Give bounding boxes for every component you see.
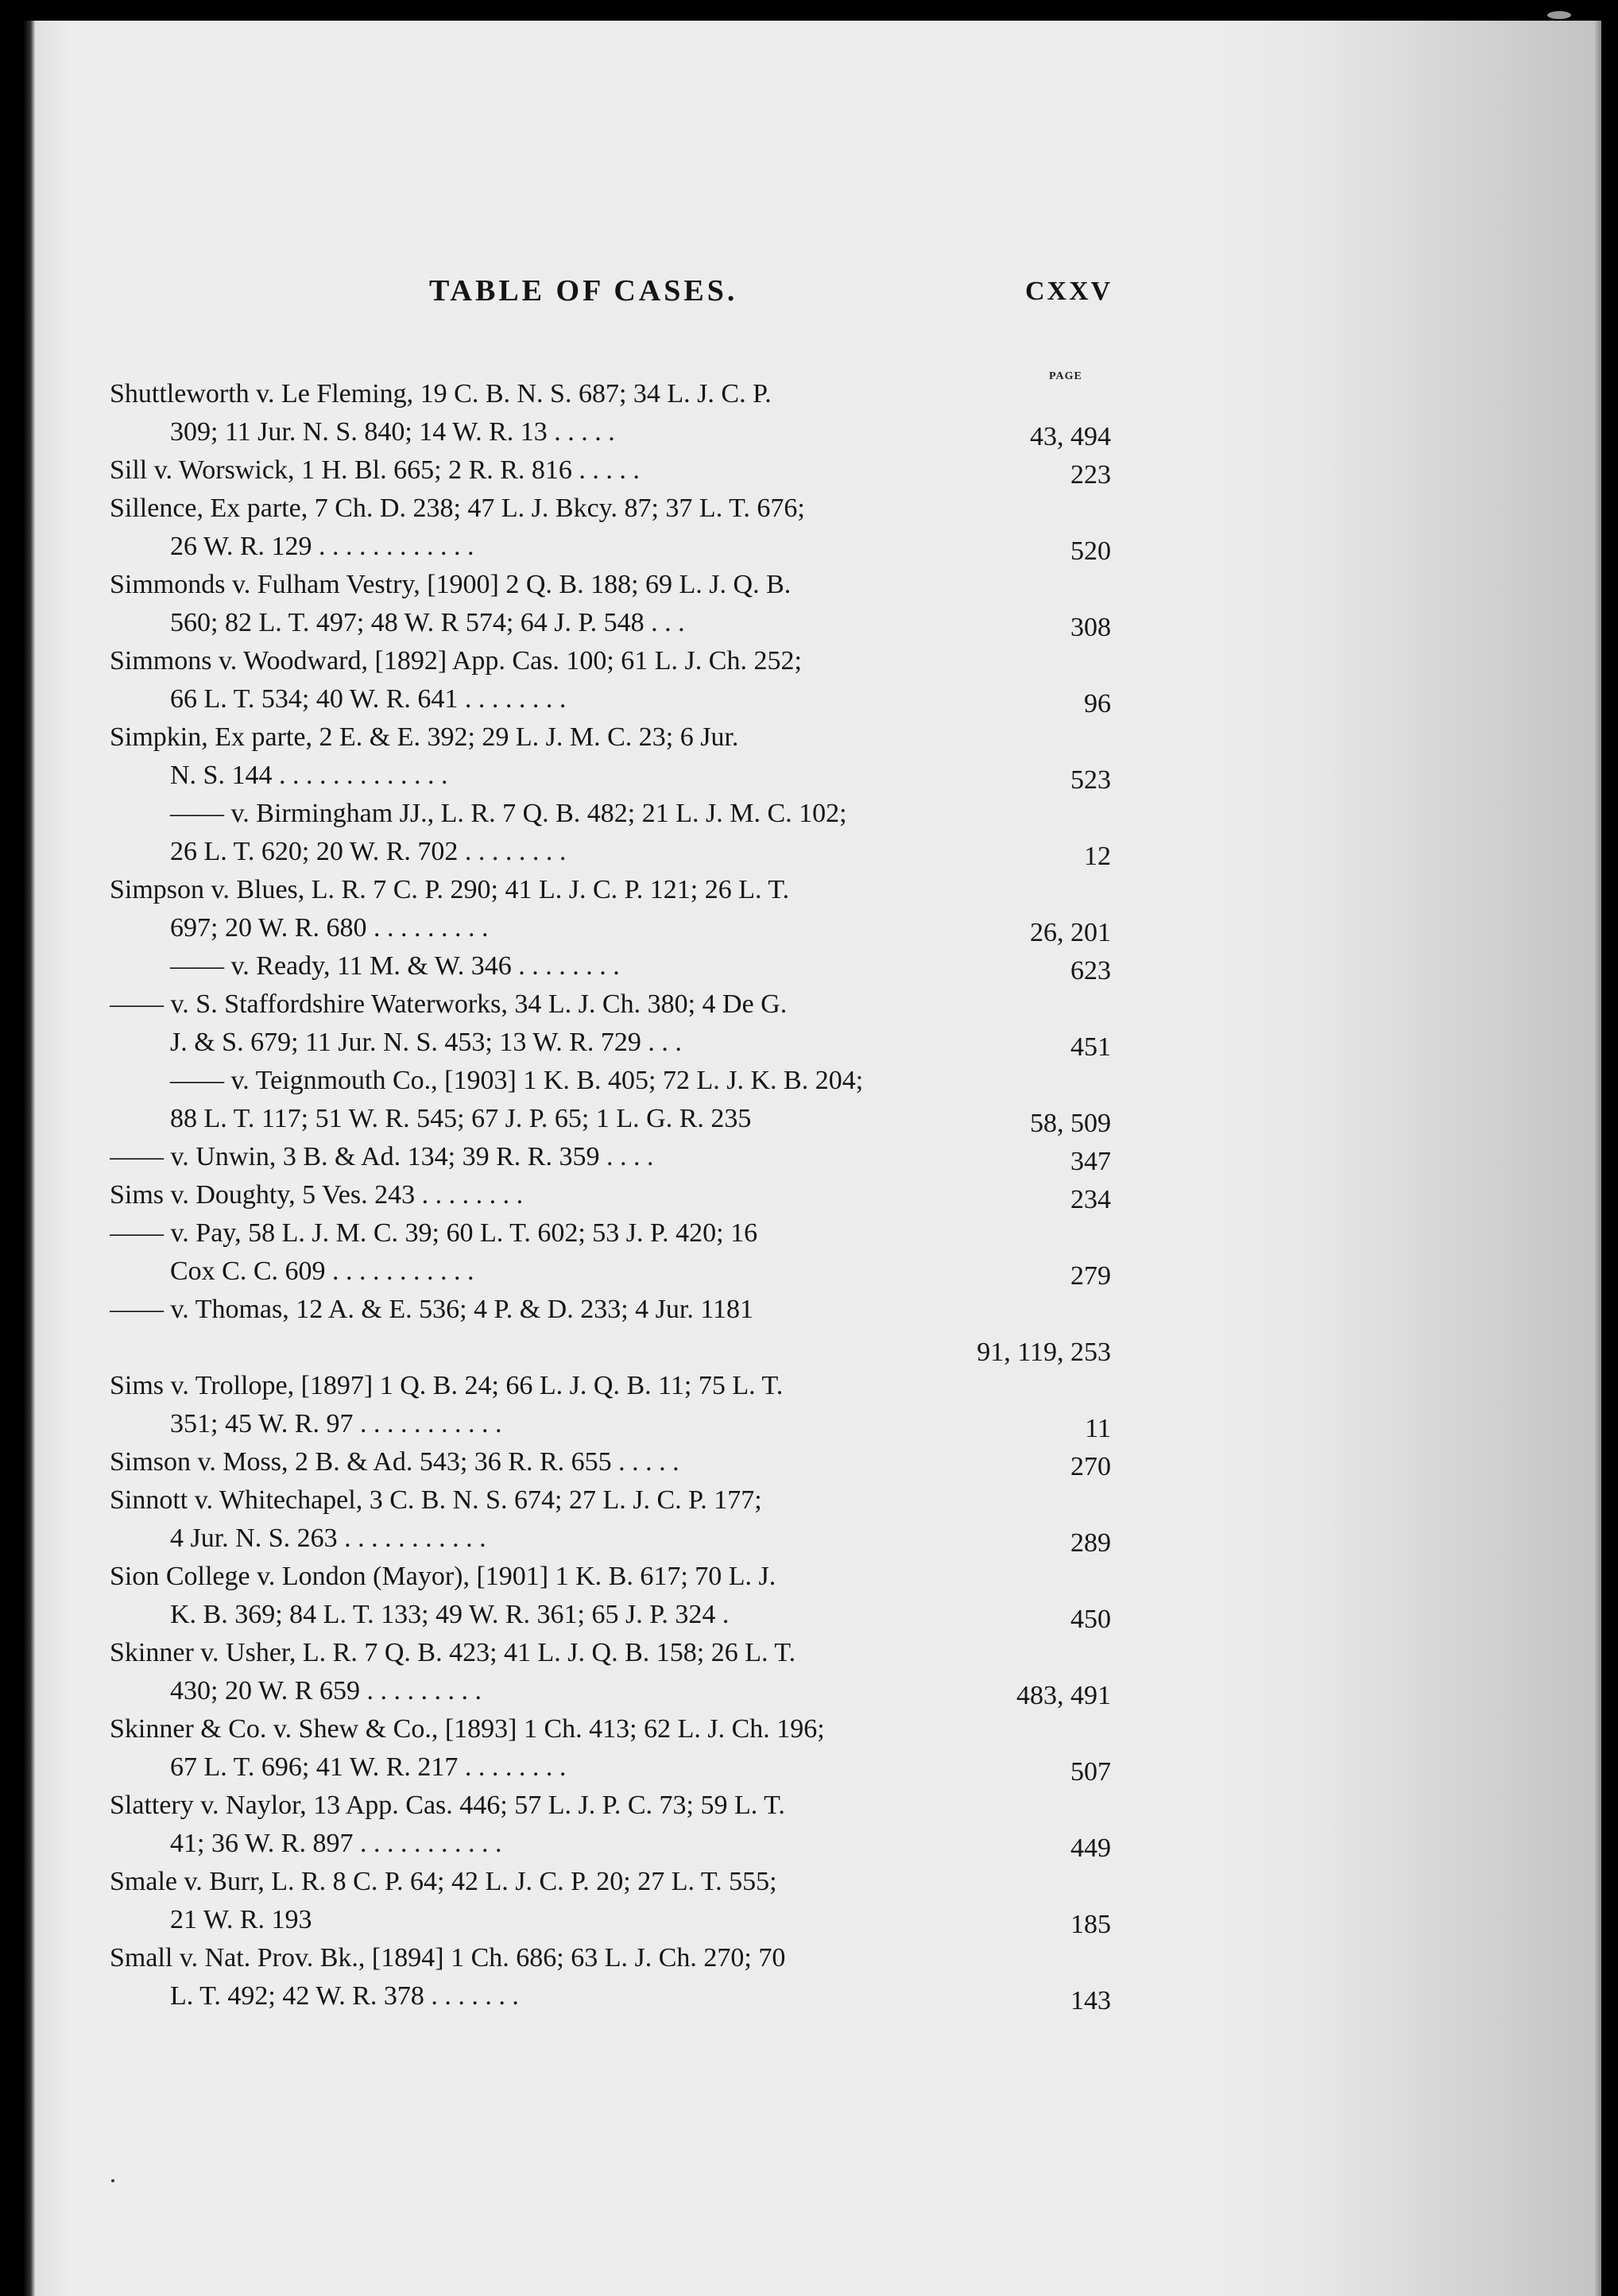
case-page-reference: 451 [1070, 1032, 1111, 1062]
case-citation-text: 351; 45 W. R. 97 . . . . . . . . . . . [170, 1409, 502, 1438]
case-page-reference: 483, 491 [1016, 1681, 1111, 1710]
case-entry-line [110, 451, 1111, 490]
case-entry-line [110, 1443, 1111, 1481]
case-citation-text: L. T. 492; 42 W. R. 378 . . . . . . . [170, 1981, 519, 2011]
case-entry-line [110, 1825, 1111, 1863]
page-gutter-shadow [24, 21, 35, 2296]
case-citation-text: 88 L. T. 117; 51 W. R. 545; 67 J. P. 65; 1 L. G. R. 235 [170, 1104, 752, 1133]
case-citation-text: Sinnott v. Whitechapel, 3 C. B. N. S. 674; 27 L. J. C. P. 177; [110, 1485, 762, 1515]
case-page-reference: 234 [1070, 1185, 1111, 1214]
case-entry-line [110, 1596, 1111, 1634]
case-citation-text: Slattery v. Naylor, 13 App. Cas. 446; 57 L. J. P. C. 73; 59 L. T. [110, 1791, 785, 1820]
case-citation-text: Sion College v. London (Mayor), [1901] 1 K. B. 617; 70 L. J. [110, 1562, 776, 1591]
case-entry-line [110, 1062, 1111, 1100]
case-page-reference: 450 [1070, 1605, 1111, 1634]
case-entry-line [110, 757, 1111, 795]
case-citation-text: 309; 11 Jur. N. S. 840; 14 W. R. 13 . . . . . [170, 417, 615, 447]
case-citation-text: —— v. Thomas, 12 A. & E. 536; 4 P. & D. 233; 4 Jur. 1181 [110, 1295, 754, 1324]
case-entry-line [110, 604, 1111, 642]
case-citation-text: K. B. 369; 84 L. T. 133; 49 W. R. 361; 65 J. P. 324 . [170, 1600, 730, 1629]
case-citation-text: Skinner & Co. v. Shew & Co., [1893] 1 Ch. 413; 62 L. J. Ch. 196; [110, 1714, 825, 1744]
running-head-title: TABLE OF CASES. [429, 274, 738, 308]
case-entry-line [110, 1253, 1111, 1291]
case-citation-text: Skinner v. Usher, L. R. 7 Q. B. 423; 41 L. J. Q. B. 158; 26 L. T. [110, 1638, 796, 1667]
case-citation-text: 26 L. T. 620; 20 W. R. 702 . . . . . . . . [170, 837, 567, 866]
case-citation-text: Sill v. Worswick, 1 H. Bl. 665; 2 R. R. 816 . . . . . [110, 455, 640, 485]
case-entry-line [110, 1214, 1111, 1253]
case-citation-text: Shuttleworth v. Le Fleming, 19 C. B. N. S. 687; 34 L. J. C. P. [110, 379, 772, 408]
case-page-reference: 279 [1070, 1261, 1111, 1291]
case-page-reference: 223 [1070, 460, 1111, 490]
case-entry-line [110, 566, 1111, 604]
case-citation-text: Simpkin, Ex parte, 2 E. & E. 392; 29 L. J. M. C. 23; 6 Jur. [110, 722, 739, 752]
case-entry-line [110, 1481, 1111, 1520]
case-entry-line [110, 1634, 1111, 1672]
case-citation-text: Simmons v. Woodward, [1892] App. Cas. 100; 61 L. J. Ch. 252; [110, 646, 802, 676]
page-right-edge [1593, 21, 1601, 2296]
case-entry-line [110, 718, 1111, 757]
case-citation-text: N. S. 144 . . . . . . . . . . . . . [170, 761, 448, 790]
case-entry-line [110, 642, 1111, 680]
case-page-reference: 26, 201 [1030, 918, 1111, 947]
case-citation-text: 4 Jur. N. S. 263 . . . . . . . . . . . [170, 1524, 486, 1553]
case-citation-text: —— v. Ready, 11 M. & W. 346 . . . . . . . . [170, 951, 620, 981]
page-column-label: PAGE [1049, 370, 1082, 382]
table-of-cases-list [110, 375, 1111, 2015]
case-citation-text: —— v. Unwin, 3 B. & Ad. 134; 39 R. R. 359 . . . . [110, 1142, 654, 1171]
case-entry-line [110, 795, 1111, 833]
case-page-reference: 507 [1070, 1757, 1111, 1787]
case-page-reference: 449 [1070, 1833, 1111, 1863]
case-citation-text: —— v. Birmingham JJ., L. R. 7 Q. B. 482; 21 L. J. M. C. 102; [170, 799, 847, 828]
case-citation-text: 67 L. T. 696; 41 W. R. 217 . . . . . . . . [170, 1752, 567, 1782]
case-entry-line [110, 909, 1111, 947]
case-citation-text: Simpson v. Blues, L. R. 7 C. P. 290; 41 L. J. C. P. 121; 26 L. T. [110, 875, 790, 904]
case-page-reference: 185 [1070, 1910, 1111, 1939]
case-entry-line [110, 1100, 1111, 1138]
case-entry-line [110, 528, 1111, 566]
page-right-shading [1311, 21, 1601, 2296]
case-entry-line [110, 1901, 1111, 1939]
case-entry-line [110, 1558, 1111, 1596]
case-page-reference: 96 [1084, 689, 1111, 718]
case-entry-line [110, 1405, 1111, 1443]
case-citation-text: Sillence, Ex parte, 7 Ch. D. 238; 47 L. J. Bkcy. 87; 37 L. T. 676; [110, 494, 805, 523]
case-page-reference: 523 [1070, 765, 1111, 795]
case-entry-line [110, 1176, 1111, 1214]
running-head-page-number: CXXV [1025, 277, 1113, 306]
case-page-reference: 91, 119, 253 [977, 1338, 1111, 1367]
case-citation-text: Smale v. Burr, L. R. 8 C. P. 64; 42 L. J. C. P. 20; 27 L. T. 555; [110, 1867, 777, 1896]
case-citation-text: —— v. Teignmouth Co., [1903] 1 K. B. 405; 72 L. J. K. B. 204; [170, 1066, 864, 1095]
case-page-reference: 12 [1084, 842, 1111, 871]
case-entry-line [110, 1367, 1111, 1405]
case-citation-text: 26 W. R. 129 . . . . . . . . . . . . [170, 532, 474, 561]
case-page-reference: 347 [1070, 1147, 1111, 1176]
case-entry-line [110, 1291, 1111, 1329]
case-citation-text: Cox C. C. 609 . . . . . . . . . . . [170, 1256, 474, 1286]
case-page-reference: 270 [1070, 1452, 1111, 1481]
case-citation-text: 697; 20 W. R. 680 . . . . . . . . . [170, 913, 489, 943]
case-entry-line [110, 413, 1111, 451]
case-entry-line [110, 833, 1111, 871]
case-entry-line [110, 490, 1111, 528]
case-entry-line [110, 1329, 1111, 1367]
case-citation-text: 66 L. T. 534; 40 W. R. 641 . . . . . . . . [170, 684, 567, 714]
case-citation-text: J. & S. 679; 11 Jur. N. S. 453; 13 W. R. 729 . . . [170, 1028, 682, 1057]
case-entry-line [110, 1939, 1111, 1977]
case-entry-line [110, 947, 1111, 985]
case-citation-text: 430; 20 W. R 659 . . . . . . . . . [170, 1676, 482, 1706]
case-entry-line [110, 1138, 1111, 1176]
case-citation-text: —— v. S. Staffordshire Waterworks, 34 L. J. Ch. 380; 4 De G. [110, 989, 788, 1019]
case-page-reference: 58, 509 [1030, 1109, 1111, 1138]
case-page-reference: 11 [1085, 1414, 1111, 1443]
case-entry-line [110, 1977, 1111, 2015]
case-citation-text: Small v. Nat. Prov. Bk., [1894] 1 Ch. 686; 63 L. J. Ch. 270; 70 [110, 1943, 786, 1973]
case-citation-text: 560; 82 L. T. 497; 48 W. R 574; 64 J. P. 548 . . . [170, 608, 685, 637]
case-entry-line [110, 375, 1111, 413]
case-entry-line [110, 1748, 1111, 1787]
case-entry-line [110, 680, 1111, 718]
case-citation-text: 21 W. R. 193 [170, 1905, 312, 1934]
case-page-reference: 308 [1070, 613, 1111, 642]
case-citation-text: Sims v. Trollope, [1897] 1 Q. B. 24; 66 L. J. Q. B. 11; 75 L. T. [110, 1371, 784, 1400]
case-page-reference: 623 [1070, 956, 1111, 985]
case-citation-text: Sims v. Doughty, 5 Ves. 243 . . . . . . . . [110, 1180, 524, 1210]
scan-speck [111, 2179, 114, 2182]
case-citation-text: 41; 36 W. R. 897 . . . . . . . . . . . [170, 1829, 502, 1858]
case-entry-line [110, 1710, 1111, 1748]
case-entry-line [110, 985, 1111, 1024]
case-entry-line [110, 1520, 1111, 1558]
case-entry-line [110, 1672, 1111, 1710]
case-citation-text: Simmonds v. Fulham Vestry, [1900] 2 Q. B. 188; 69 L. J. Q. B. [110, 570, 792, 599]
case-citation-text: —— v. Pay, 58 L. J. M. C. 39; 60 L. T. 602; 53 J. P. 420; 16 [110, 1218, 758, 1248]
case-page-reference: 520 [1070, 536, 1111, 566]
case-page-reference: 289 [1070, 1528, 1111, 1558]
case-entry-line [110, 1863, 1111, 1901]
scan-speck [1547, 11, 1571, 19]
case-entry-line [110, 871, 1111, 909]
case-entry-line [110, 1024, 1111, 1062]
case-entry-line [110, 1787, 1111, 1825]
case-citation-text: Simson v. Moss, 2 B. & Ad. 543; 36 R. R. 655 . . . . . [110, 1447, 679, 1477]
case-page-reference: 143 [1070, 1986, 1111, 2015]
case-page-reference: 43, 494 [1030, 422, 1111, 451]
